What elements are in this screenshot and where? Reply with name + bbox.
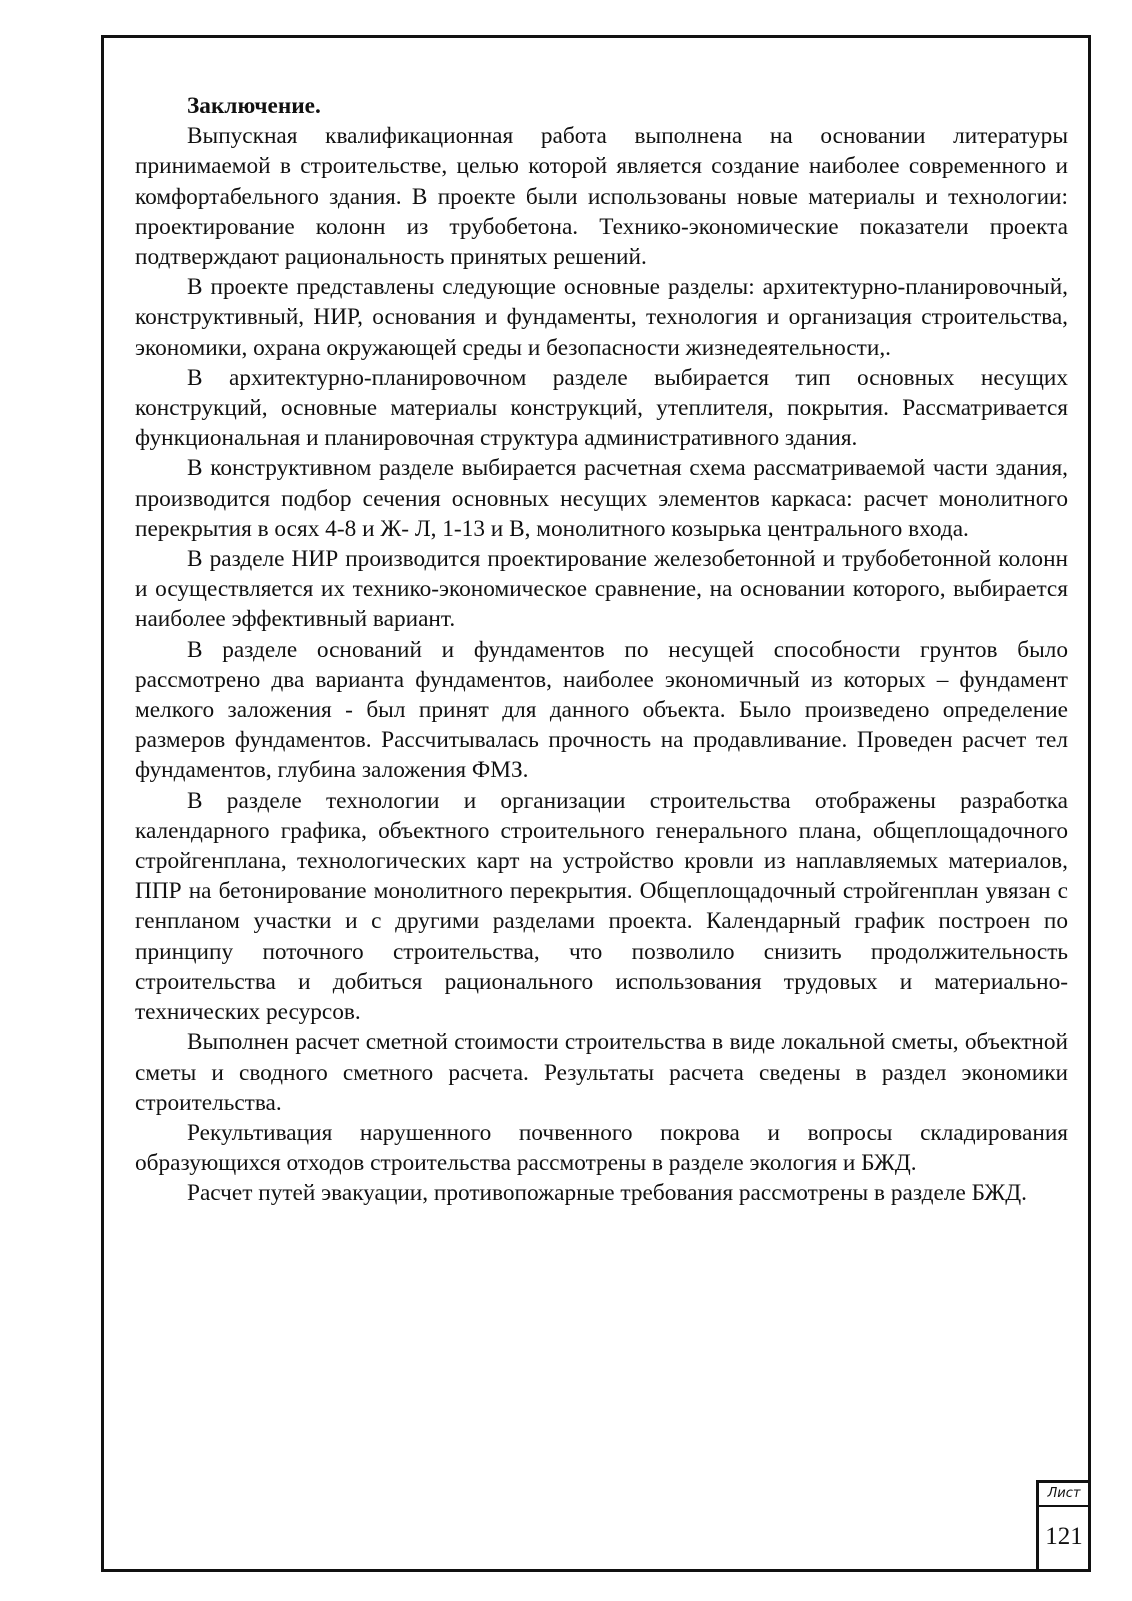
paragraph-ecology: Рекультивация нарушенного почвенного покрова и вопросы складирования образующихся отходов строительства рассмотрены в разделе экология и БЖД. <box>135 1119 1068 1177</box>
document-body <box>135 91 1068 1209</box>
paragraph-summary: Выпускная квалификационная работа выполнена на основании литературы принимаемой в строительстве, целью которой является создание наиболее современного и комфортабельного здания. В проекте были использованы новые материалы и технологии: проектирование колонн из трубобетона. Технико-экономические показатели проекта подтверждают рациональность принятых решений. <box>135 123 1068 271</box>
paragraph-structural: В конструктивном разделе выбирается расчетная схема рассматриваемой части здания, производится подбор сечения основных несущих элементов каркаса: расчет монолитного перекрытия в осях 4-8 и Ж- Л, 1-13 и В, монолитного козырька центрального входа. <box>135 455 1068 542</box>
paragraph-economics: Выполнен расчет сметной стоимости строительства в виде локальной сметы, объектной сметы и сводного сметного расчета. Результаты расчета сведены в раздел экономики строительства. <box>135 1029 1068 1116</box>
paragraph-foundations: В разделе оснований и фундаментов по несущей способности грунтов было рассмотрено два варианта фундаментов, наиболее экономичный из которых – фундамент мелкого заложения - был принят для данного объекта. Было произведено определение размеров фундаментов. Рассчитывалась прочность на продавливание. Проведен расчет тел фундаментов, глубина заложения ФМЗ. <box>135 636 1068 784</box>
sheet-label: Лист <box>1039 1480 1089 1507</box>
paragraph-sections: В проекте представлены следующие основные разделы: архитектурно-планировочный, конструктивный, НИР, основания и фундаменты, технология и организация строительства, экономики, охрана окружающей среды и безопасности жизнедеятельности,. <box>135 274 1068 361</box>
section-heading: Заключение. <box>187 93 321 119</box>
paragraph-technology: В разделе технологии и организации строительства отображены разработка календарного графика, объектного строительного генерального плана, общеплощадочного стройгенплана, технологических карт на устройство кровли из наплавляемых материалов, ППР на бетонирование монолитного перекрытия. Общеплощадочный стройгенплан увязан с генпланом участки и с другими разделами проекта. Календарный график построен по принципу поточного строительства, что позволило снизить продолжительность строительства и добиться рационального использования трудовых и материально-технических ресурсов. <box>135 787 1068 1026</box>
paragraph-research: В разделе НИР производится проектирование железобетонной и трубобетонной колонн и осуществляется их технико-экономическое сравнение, на основании которого, выбирается наиболее эффективный вариант. <box>135 546 1068 633</box>
sheet-stamp <box>1036 1480 1089 1569</box>
sheet-number: 121 <box>1045 1523 1083 1550</box>
paragraph-safety: Расчет путей эвакуации, противопожарные требования рассмотрены в разделе БЖД. <box>187 1180 1027 1207</box>
paragraph-architecture: В архитектурно-планировочном разделе выбирается тип основных несущих конструкций, основные материалы конструкций, утеплителя, покрытия. Рассматривается функциональная и планировочная структура административного здания. <box>135 364 1068 452</box>
